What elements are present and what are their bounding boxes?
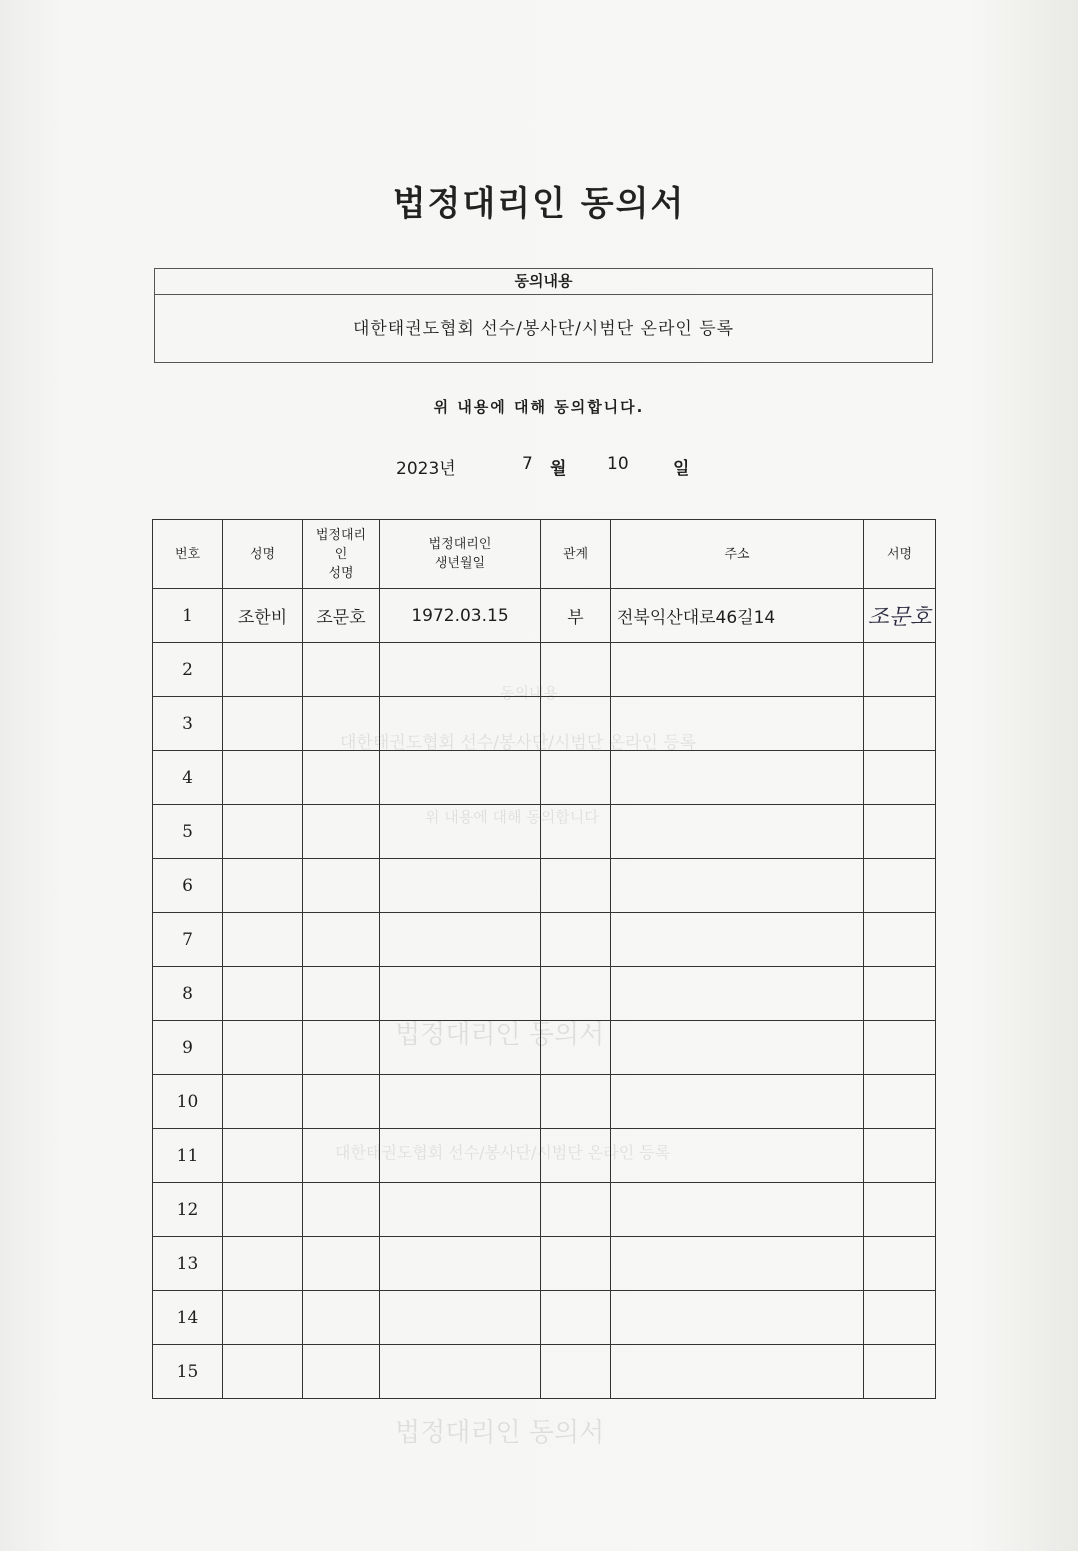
row-number: 2 — [153, 643, 223, 697]
student-name — [223, 1075, 303, 1129]
guardian-birthdate — [380, 1291, 541, 1345]
guardian-name — [303, 697, 380, 751]
guardian-birthdate — [380, 643, 541, 697]
guardian-name: 조문호 — [303, 589, 380, 643]
header-relation: 관계 — [541, 520, 611, 589]
signature — [864, 859, 936, 913]
signature — [864, 913, 936, 967]
signature — [864, 1075, 936, 1129]
guardian-name — [303, 913, 380, 967]
table-row — [153, 1237, 936, 1291]
address — [611, 1129, 864, 1183]
bleed-through-text: 대한태권도협회 선수/봉사단/시범단 온라인 등록 — [340, 733, 697, 753]
guardian-birthdate — [380, 913, 541, 967]
address — [611, 1345, 864, 1399]
row-number: 15 — [153, 1345, 223, 1399]
table-row — [153, 1129, 936, 1183]
address — [611, 805, 864, 859]
student-name — [223, 1183, 303, 1237]
date-day: 10 — [607, 454, 629, 474]
relation — [541, 1237, 611, 1291]
address — [611, 697, 864, 751]
address — [611, 751, 864, 805]
row-number: 4 — [153, 751, 223, 805]
relation — [541, 1129, 611, 1183]
guardian-birthdate — [380, 697, 541, 751]
bleed-through-text: 법정대리인 동의서 — [395, 1020, 605, 1050]
row-number: 9 — [153, 1021, 223, 1075]
signature — [864, 1291, 936, 1345]
table-row — [153, 589, 936, 643]
student-name — [223, 1291, 303, 1345]
relation — [541, 967, 611, 1021]
signature — [864, 1183, 936, 1237]
header-address: 주소 — [611, 520, 864, 589]
student-name — [223, 643, 303, 697]
student-name — [223, 967, 303, 1021]
student-name — [223, 1237, 303, 1291]
signature — [864, 1129, 936, 1183]
bleed-through-text: 위 내용에 대해 동의합니다 — [425, 808, 599, 826]
address — [611, 859, 864, 913]
relation — [541, 859, 611, 913]
bleed-through-text: 대한태권도협회 선수/봉사단/시범단 온라인 등록 — [335, 1143, 671, 1162]
relation — [541, 1183, 611, 1237]
header-guardian-name: 법정대리 인 성명 — [303, 520, 380, 589]
student-name — [223, 1345, 303, 1399]
consent-content: 대한태권도협회 선수/봉사단/시범단 온라인 등록 — [352, 319, 735, 339]
date-year: 2023년 — [396, 459, 456, 479]
guardian-name — [303, 1345, 380, 1399]
guardian-birthdate — [380, 859, 541, 913]
table-row — [153, 1291, 936, 1345]
row-number: 13 — [153, 1237, 223, 1291]
signature — [864, 967, 936, 1021]
guardian-name — [303, 643, 380, 697]
signature — [864, 751, 936, 805]
header-guardian-birth: 법정대리인 생년월일 — [380, 520, 541, 589]
agreement-statement: 위 내용에 대해 동의합니다. — [433, 398, 645, 416]
guardian-birthdate — [380, 1021, 541, 1075]
row-number: 3 — [153, 697, 223, 751]
guardian-name — [303, 1129, 380, 1183]
header-signature: 서명 — [864, 520, 936, 589]
student-name — [223, 751, 303, 805]
address — [611, 1183, 864, 1237]
consent-box — [154, 268, 933, 363]
table-row — [153, 751, 936, 805]
guardian-name — [303, 1237, 380, 1291]
signature — [864, 1021, 936, 1075]
row-number: 7 — [153, 913, 223, 967]
table-row — [153, 913, 936, 967]
table-row — [153, 1345, 936, 1399]
bleed-through-text: 동의내용 — [500, 684, 558, 702]
table-row — [153, 805, 936, 859]
row-number: 1 — [153, 589, 223, 643]
relation — [541, 751, 611, 805]
table-row — [153, 643, 936, 697]
address — [611, 913, 864, 967]
guardian-name — [303, 1183, 380, 1237]
student-name — [223, 1021, 303, 1075]
address — [611, 643, 864, 697]
bleed-through-text: 법정대리인 동의서 — [395, 1418, 605, 1448]
header-number: 번호 — [153, 520, 223, 589]
address: 전북익산대로46길14 — [611, 589, 864, 643]
student-name — [223, 1129, 303, 1183]
row-number: 8 — [153, 967, 223, 1021]
guardian-name — [303, 1021, 380, 1075]
header-name: 성명 — [223, 520, 303, 589]
student-name: 조한비 — [223, 589, 303, 643]
signature — [864, 697, 936, 751]
guardian-name — [303, 751, 380, 805]
guardian-birthdate — [380, 1129, 541, 1183]
guardian-name — [303, 859, 380, 913]
table-row — [153, 859, 936, 913]
date-month: 7 — [522, 454, 533, 474]
relation — [541, 1075, 611, 1129]
student-name — [223, 859, 303, 913]
row-number: 6 — [153, 859, 223, 913]
relation — [541, 1291, 611, 1345]
table-row — [153, 1183, 936, 1237]
guardian-birthdate — [380, 967, 541, 1021]
student-name — [223, 697, 303, 751]
student-name — [223, 805, 303, 859]
relation: 부 — [541, 589, 611, 643]
address — [611, 967, 864, 1021]
guardian-name — [303, 967, 380, 1021]
document-title: 법정대리인 동의서 — [392, 184, 686, 224]
guardian-birthdate: 1972.03.15 — [380, 589, 541, 643]
guardian-birthdate — [380, 751, 541, 805]
guardian-name — [303, 1075, 380, 1129]
relation — [541, 805, 611, 859]
row-number: 5 — [153, 805, 223, 859]
table-row — [153, 1021, 936, 1075]
guardian-birthdate — [380, 1237, 541, 1291]
guardian-name — [303, 1291, 380, 1345]
row-number: 11 — [153, 1129, 223, 1183]
signature — [864, 1345, 936, 1399]
registration-table — [152, 519, 936, 1399]
student-name — [223, 913, 303, 967]
relation — [541, 643, 611, 697]
signature — [864, 643, 936, 697]
consent-heading: 동의내용 — [155, 269, 932, 295]
address — [611, 1291, 864, 1345]
address — [611, 1021, 864, 1075]
guardian-birthdate — [380, 1075, 541, 1129]
row-number: 14 — [153, 1291, 223, 1345]
guardian-name — [303, 805, 380, 859]
handwritten-signature: 조문호 — [867, 605, 932, 630]
signature — [864, 805, 936, 859]
table-header-row — [153, 520, 936, 589]
signature — [864, 1237, 936, 1291]
table-row — [153, 967, 936, 1021]
relation — [541, 697, 611, 751]
address — [611, 1237, 864, 1291]
table-row — [153, 1075, 936, 1129]
relation — [541, 1345, 611, 1399]
relation — [541, 913, 611, 967]
guardian-birthdate — [380, 1183, 541, 1237]
guardian-birthdate — [380, 1345, 541, 1399]
date-month-unit: 월 — [550, 459, 567, 479]
address — [611, 1075, 864, 1129]
signature — [864, 589, 936, 643]
row-number: 10 — [153, 1075, 223, 1129]
relation — [541, 1021, 611, 1075]
row-number: 12 — [153, 1183, 223, 1237]
table-row — [153, 697, 936, 751]
guardian-birthdate — [380, 805, 541, 859]
date-day-unit: 일 — [673, 459, 690, 479]
